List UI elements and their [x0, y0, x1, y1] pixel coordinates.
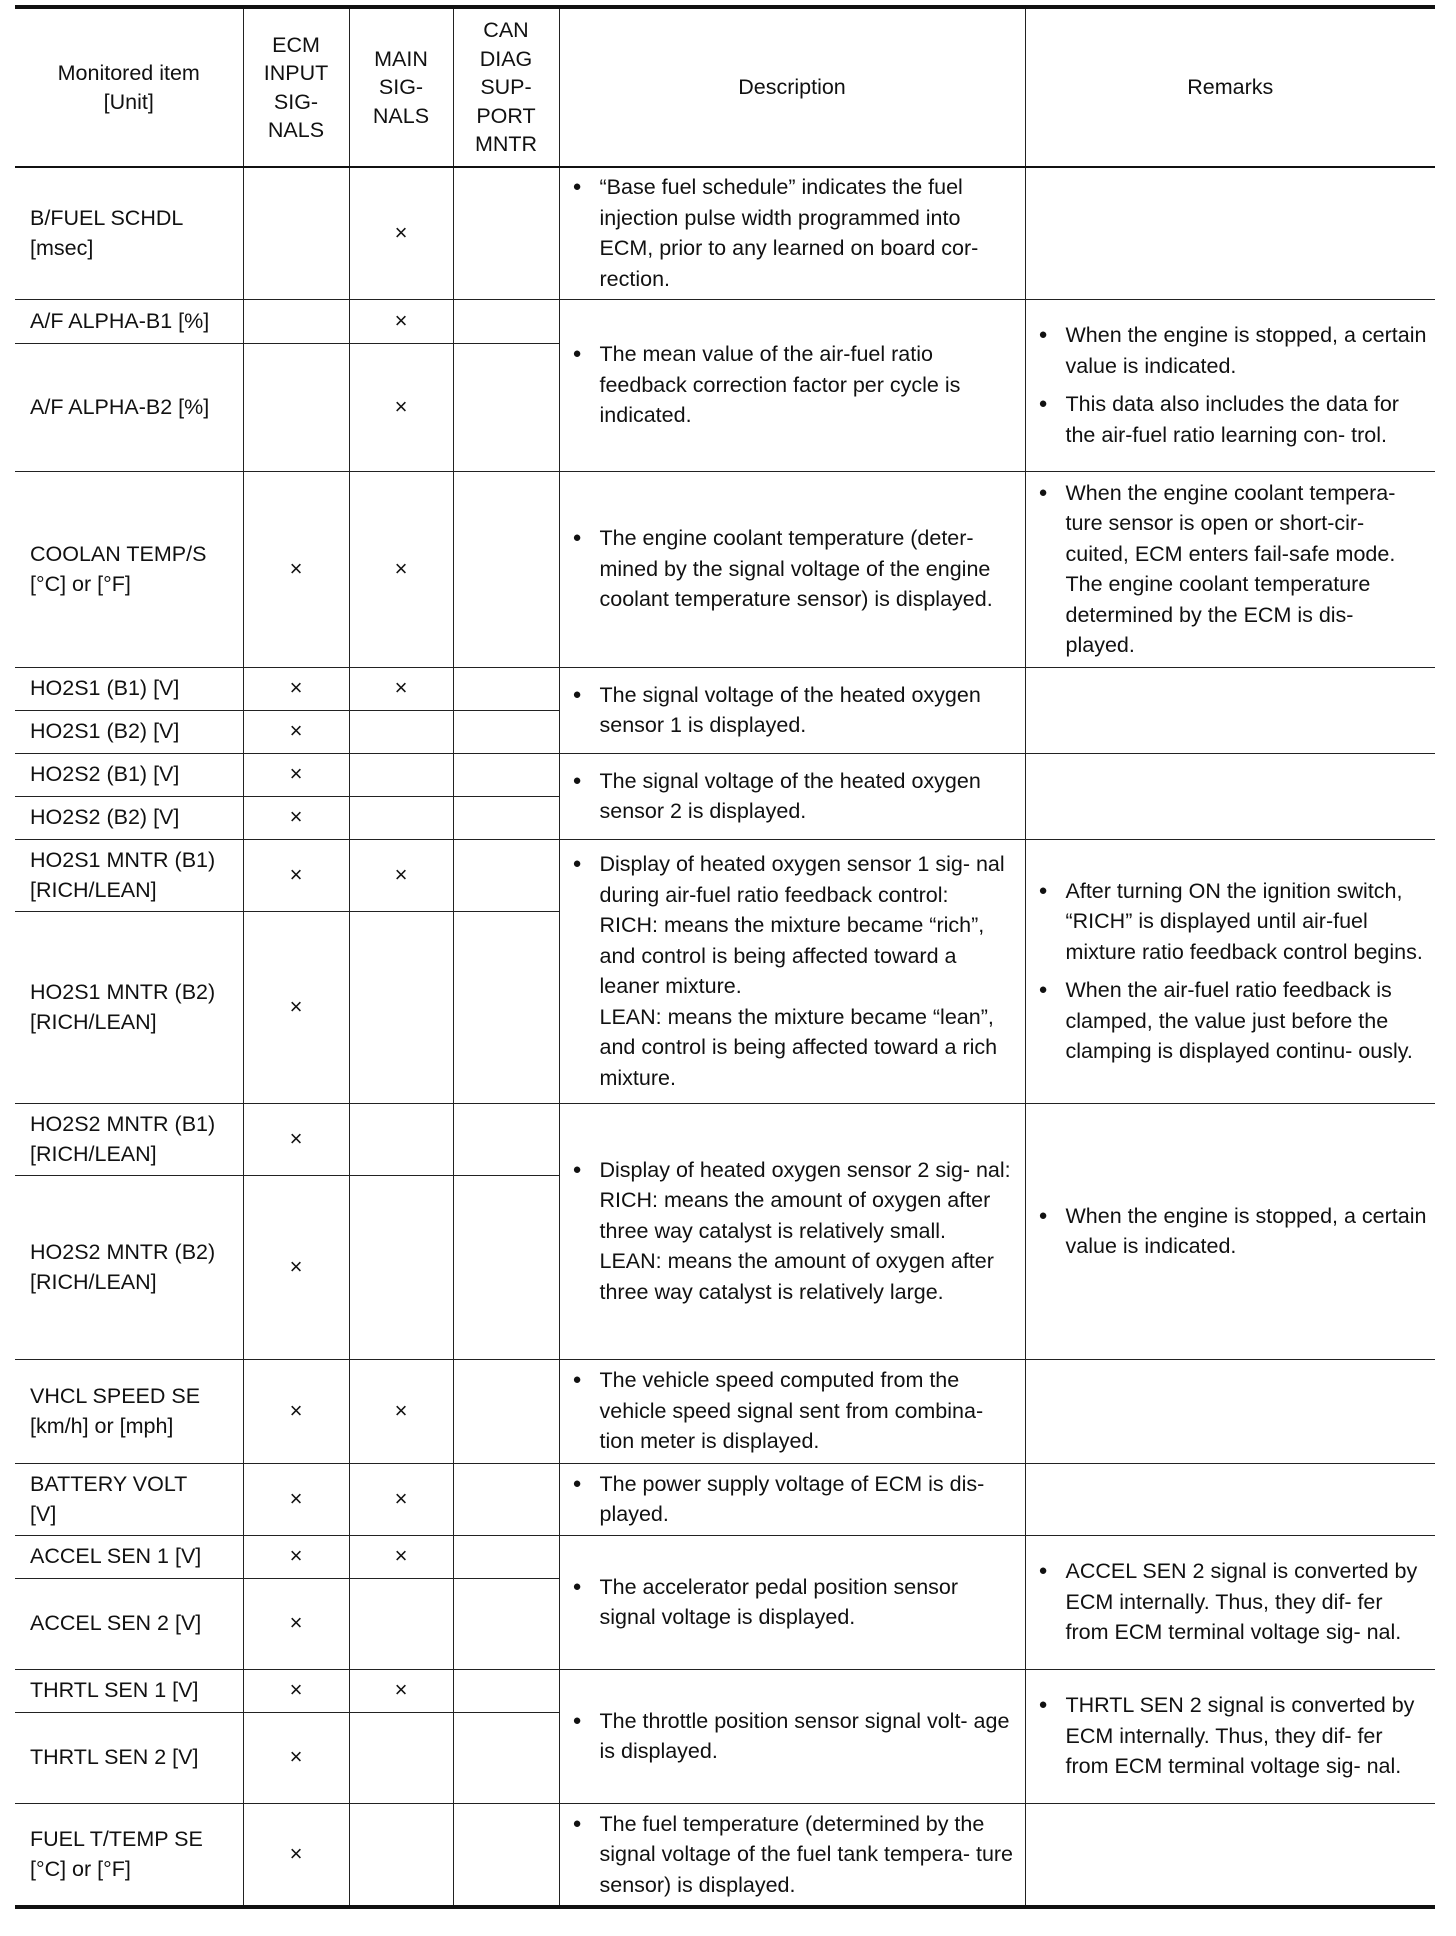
can-cell [453, 167, 559, 299]
item-cell: HO2S2 (B2) [V] [15, 796, 243, 839]
can-cell [453, 1712, 559, 1803]
description-cell: ● Display of heated oxygen sensor 2 sig- nal: RICH: means the amount of oxygen after three way catalyst is relatively small. LEAN: means the amount of oxygen after three way catalyst is relatively large. [559, 1103, 1025, 1359]
ecm-cell [243, 299, 349, 343]
ecm-cell: × [243, 1175, 349, 1359]
table-row [15, 1535, 1435, 1578]
table-row [15, 667, 1435, 710]
remarks-cell [1025, 753, 1435, 839]
ecm-cell: × [243, 471, 349, 667]
table-row [15, 471, 1435, 667]
ecm-cell: × [243, 839, 349, 911]
can-cell [453, 1578, 559, 1669]
description-cell: ● The throttle position sensor signal volt- age is displayed. [559, 1669, 1025, 1803]
item-cell: B/FUEL SCHDL [msec] [15, 167, 243, 299]
ecm-cell: × [243, 710, 349, 753]
description-cell: ● The vehicle speed computed from the vehicle speed signal sent from combina- tion meter is displayed. [559, 1359, 1025, 1463]
item-cell: A/F ALPHA-B1 [%] [15, 299, 243, 343]
can-cell [453, 710, 559, 753]
remarks-cell: ● THRTL SEN 2 signal is converted by ECM internally. Thus, they dif- fer from ECM terminal voltage sig- nal. [1025, 1669, 1435, 1803]
table-row [15, 1803, 1435, 1907]
col-header-main: MAIN SIG- NALS [349, 7, 453, 167]
item-cell: HO2S1 (B2) [V] [15, 710, 243, 753]
item-cell: THRTL SEN 1 [V] [15, 1669, 243, 1712]
can-cell [453, 1175, 559, 1359]
remarks-cell: ● ACCEL SEN 2 signal is converted by ECM internally. Thus, they dif- fer from ECM terminal voltage sig- nal. [1025, 1535, 1435, 1669]
description-cell: ● The fuel temperature (determined by the signal voltage of the fuel tank tempera- ture sensor) is displayed. [559, 1803, 1025, 1907]
main-cell [349, 1712, 453, 1803]
can-cell [453, 667, 559, 710]
ecm-cell: × [243, 1103, 349, 1175]
main-cell: × [349, 343, 453, 471]
description-cell: ● The signal voltage of the heated oxygen sensor 2 is displayed. [559, 753, 1025, 839]
can-cell [453, 839, 559, 911]
table-row [15, 839, 1435, 911]
table-row [15, 167, 1435, 299]
ecm-cell: × [243, 1359, 349, 1463]
main-cell [349, 1175, 453, 1359]
remarks-cell: ● When the engine is stopped, a certain value is indicated. [1025, 1103, 1435, 1359]
main-cell [349, 1103, 453, 1175]
remarks-cell [1025, 667, 1435, 753]
item-cell: ACCEL SEN 2 [V] [15, 1578, 243, 1669]
remarks-cell: ● When the engine coolant tempera- ture sensor is open or short-cir- cuited, ECM enters fail-safe mode. The engine coolant temperature determined by the ECM is dis- played. [1025, 471, 1435, 667]
description-cell: ● “Base fuel schedule” indicates the fuel injection pulse width programmed into ECM, prior to any learned on board cor- rection. [559, 167, 1025, 299]
remarks-cell [1025, 1359, 1435, 1463]
can-cell [453, 753, 559, 796]
description-cell: ● The mean value of the air-fuel ratio feedback correction factor per cycle is indicated. [559, 299, 1025, 471]
main-cell [349, 911, 453, 1103]
col-header-ecm: ECM INPUT SIG- NALS [243, 7, 349, 167]
ecm-cell: × [243, 667, 349, 710]
table-row [15, 299, 1435, 343]
main-cell [349, 1578, 453, 1669]
item-cell: HO2S1 MNTR (B2) [RICH/LEAN] [15, 911, 243, 1103]
can-cell [453, 471, 559, 667]
col-header-description: Description [559, 7, 1025, 167]
remarks-cell: ● When the engine is stopped, a certain value is indicated. ● This data also includes the data for the air-fuel ratio learning con- trol. [1025, 299, 1435, 471]
can-cell [453, 1103, 559, 1175]
item-cell: HO2S1 (B1) [V] [15, 667, 243, 710]
item-cell: HO2S1 MNTR (B1) [RICH/LEAN] [15, 839, 243, 911]
table-row [15, 1359, 1435, 1463]
col-header-remarks: Remarks [1025, 7, 1435, 167]
can-cell [453, 343, 559, 471]
can-cell [453, 1359, 559, 1463]
table-row [15, 1669, 1435, 1712]
can-cell [453, 796, 559, 839]
item-cell: VHCL SPEED SE [km/h] or [mph] [15, 1359, 243, 1463]
description-cell: ● The engine coolant temperature (deter- mined by the signal voltage of the engine coolant temperature sensor) is displayed. [559, 471, 1025, 667]
ecm-cell: × [243, 1463, 349, 1535]
item-cell: A/F ALPHA-B2 [%] [15, 343, 243, 471]
monitored-items-table [15, 5, 1435, 1909]
item-cell: BATTERY VOLT [V] [15, 1463, 243, 1535]
description-cell: ● The power supply voltage of ECM is dis- played. [559, 1463, 1025, 1535]
remarks-cell [1025, 1803, 1435, 1907]
description-cell: ● The accelerator pedal position sensor signal voltage is displayed. [559, 1535, 1025, 1669]
can-cell [453, 1669, 559, 1712]
table-row [15, 753, 1435, 796]
remarks-cell [1025, 1463, 1435, 1535]
col-header-item: Monitored item [Unit] [15, 7, 243, 167]
item-cell: COOLAN TEMP/S [°C] or [°F] [15, 471, 243, 667]
ecm-cell: × [243, 796, 349, 839]
remarks-cell [1025, 167, 1435, 299]
can-cell [453, 1803, 559, 1907]
main-cell [349, 1803, 453, 1907]
ecm-cell [243, 167, 349, 299]
main-cell: × [349, 1535, 453, 1578]
item-cell: HO2S2 MNTR (B2) [RICH/LEAN] [15, 1175, 243, 1359]
main-cell: × [349, 667, 453, 710]
ecm-cell: × [243, 1803, 349, 1907]
main-cell: × [349, 299, 453, 343]
ecm-cell: × [243, 1578, 349, 1669]
main-cell [349, 753, 453, 796]
main-cell [349, 710, 453, 753]
main-cell: × [349, 1359, 453, 1463]
item-cell: HO2S2 MNTR (B1) [RICH/LEAN] [15, 1103, 243, 1175]
description-cell: ● The signal voltage of the heated oxygen sensor 1 is displayed. [559, 667, 1025, 753]
ecm-cell: × [243, 911, 349, 1103]
item-cell: ACCEL SEN 1 [V] [15, 1535, 243, 1578]
ecm-cell [243, 343, 349, 471]
ecm-cell: × [243, 1535, 349, 1578]
table-row [15, 1103, 1435, 1175]
main-cell: × [349, 471, 453, 667]
main-cell: × [349, 1669, 453, 1712]
description-cell: ● Display of heated oxygen sensor 1 sig- nal during air-fuel ratio feedback control: RICH: means the mixture became “rich”, and control is being affected toward a leaner mixture. LEAN: means the mixture became “lean”, and control is being affected toward a rich mixture. [559, 839, 1025, 1103]
item-cell: THRTL SEN 2 [V] [15, 1712, 243, 1803]
ecm-cell: × [243, 1712, 349, 1803]
main-cell: × [349, 1463, 453, 1535]
can-cell [453, 1535, 559, 1578]
can-cell [453, 911, 559, 1103]
item-cell: FUEL T/TEMP SE [°C] or [°F] [15, 1803, 243, 1907]
main-cell [349, 796, 453, 839]
remarks-cell: ● After turning ON the ignition switch, “RICH” is displayed until air-fuel mixture ratio feedback control begins. ● When the air-fuel ratio feedback is clamped, the value just before the clamping is displayed continu- ously. [1025, 839, 1435, 1103]
table-row [15, 1463, 1435, 1535]
col-header-can: CAN DIAG SUP- PORT MNTR [453, 7, 559, 167]
item-cell: HO2S2 (B1) [V] [15, 753, 243, 796]
ecm-cell: × [243, 753, 349, 796]
main-cell: × [349, 167, 453, 299]
header-row [15, 7, 1435, 167]
can-cell [453, 299, 559, 343]
ecm-cell: × [243, 1669, 349, 1712]
can-cell [453, 1463, 559, 1535]
main-cell: × [349, 839, 453, 911]
